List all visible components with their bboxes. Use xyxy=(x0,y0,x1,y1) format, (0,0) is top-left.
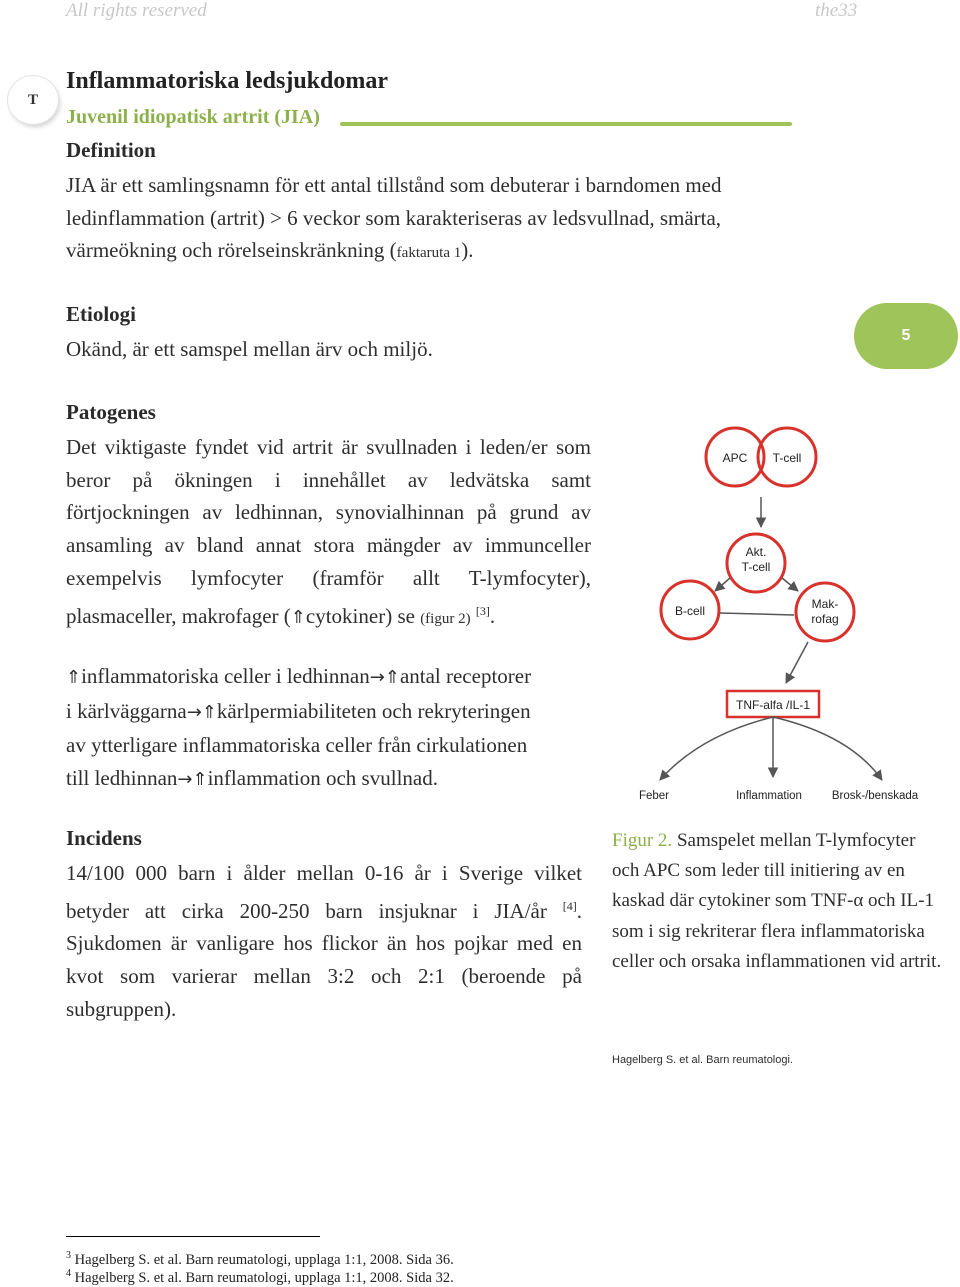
page-subtitle: Juvenil idiopatisk artrit (JIA) xyxy=(66,106,320,128)
right-arrow-icon: → xyxy=(186,701,202,723)
inflammation-label: Inflammation xyxy=(736,790,802,802)
arrow-to-feber xyxy=(660,717,773,780)
arrow-akt-makrofag xyxy=(782,578,798,591)
patogenes-heading: Patogenes xyxy=(66,400,156,424)
mechanism-line-1: ⇑inflammatoriska celler i ledhinnan→⇑antal receptorer xyxy=(66,664,532,688)
increase-arrow-icon: ⇑ xyxy=(290,606,306,628)
arrow-to-tnf xyxy=(786,642,808,683)
incidens-heading: Incidens xyxy=(66,826,142,850)
definition-line-3: värmeökning och rörelseinskränkning (faktaruta 1). xyxy=(66,238,474,263)
bcell-label: B-cell xyxy=(674,604,706,618)
arrow-to-brosk xyxy=(773,717,882,780)
footnote-3: $^3$ Hagelberg S. et al. Barn reumatologi, upplaga 1:1, 2008. Sida 36. xyxy=(66,1250,454,1268)
footnote-divider xyxy=(66,1236,320,1237)
tcell-label: T-cell xyxy=(772,451,802,465)
figure-caption-text: Samspelet mellan T-lymfocyter och APC som leder till initiering av en kaskad där cytokiner som TNF-α och IL-1 som i sig rekriterar flera inflammatoriska celler och orsaka inflammationen vid artrit. xyxy=(612,830,942,972)
header-right: the33 xyxy=(815,0,858,21)
subtitle-underline xyxy=(340,122,792,126)
etiologi-heading: Etiologi xyxy=(66,302,137,326)
definition-text xyxy=(66,169,826,270)
figure-source: Hagelberg S. et al. Barn reumatologi. xyxy=(612,1054,793,1066)
makrofag-label-2: rofag xyxy=(811,612,839,626)
apc-label: APC xyxy=(722,451,748,465)
header-left: All rights reserved xyxy=(66,0,207,21)
page-number xyxy=(854,303,958,369)
arrow-akt-bcell xyxy=(715,578,730,591)
etiologi-text: Okänd, är ett samspel mellan ärv och miljö. xyxy=(66,337,433,361)
brosk-label: Brosk-/benskada xyxy=(831,790,919,802)
patogenes-text: Det viktigaste fyndet vid artrit är svullnaden i leden/er som beror på ökningen i innehållet av ledvätska samt förtjockningen av ledhinnan, synovialhinnan på grund av ansamling av bland annat stora mängder av immunceller exempelvis lymfocyter (framför allt T-lymfocyter), plasmaceller, makrofager (⇑cytokiner) se (figur 2) [3]. xyxy=(66,435,591,628)
incidens-text: 14/100 000 barn i ålder mellan 0-16 år i Sverige vilket betyder att cirka 200-250 barn insjuknar i JIA/år [4]. Sjukdomen är vanligare hos flickor än hos pojkar med en kvot som varierar mellan 3:2 och 2:1 (beroende på subgruppen). xyxy=(66,861,582,1021)
definition-heading: Definition xyxy=(66,138,156,162)
footnote-4: $^4$ Hagelberg S. et al. Barn reumatologi, upplaga 1:1, 2008. Sida 32. xyxy=(66,1268,454,1286)
link-bcell-makrofag xyxy=(720,613,794,615)
increase-arrow-icon: ⇑ xyxy=(66,667,82,688)
mechanism-line-2: i kärlväggarna→⇑kärlpermiabiliteten och rekryteringen xyxy=(66,698,531,723)
akt-label-1: Akt. xyxy=(745,545,767,559)
right-arrow-icon: → xyxy=(177,769,193,791)
chapter-badge-letter: T xyxy=(27,91,38,108)
akt-label-2: T-cell xyxy=(741,560,771,574)
figure-caption-label: Figur 2. xyxy=(612,830,673,851)
definition-line-2: ledinflammation (artrit) > 6 veckor som karakteriseras av ledsvullnad, smärta, xyxy=(66,205,722,230)
mechanism-line-3: av ytterligare inflammatoriska celler från cirkulationen xyxy=(66,733,528,758)
mechanism-text xyxy=(66,660,596,797)
definition-line-1: JIA är ett samlingsnamn för ett antal tillstånd som debuterar i barndomen med xyxy=(66,173,722,197)
makrofag-label-1: Mak- xyxy=(811,597,839,611)
page-number-value: 5 xyxy=(901,327,911,344)
cytokine-cascade-diagram xyxy=(630,415,940,815)
chapter-badge xyxy=(8,76,58,124)
page-title: Inflammatoriska ledsjukdomar xyxy=(66,68,389,94)
increase-arrow-icon: ⇑ xyxy=(192,769,208,791)
increase-arrow-icon: ⇑ xyxy=(201,701,217,723)
figure-caption xyxy=(612,826,942,977)
mechanism-line-4: till ledhinnan→⇑inflammation och svullnad. xyxy=(66,766,438,791)
right-arrow-icon: → xyxy=(369,667,385,688)
tnf-label: TNF-alfa /IL-1 xyxy=(735,698,811,712)
faktaruta-link[interactable]: faktaruta 1 xyxy=(396,245,462,262)
feber-label: Feber xyxy=(638,790,670,802)
citation-3[interactable]: [3] xyxy=(475,603,490,618)
figure-reference[interactable]: (figur 2) xyxy=(420,610,471,627)
citation-4[interactable]: [4] xyxy=(562,898,577,913)
increase-arrow-icon: ⇑ xyxy=(384,667,400,688)
